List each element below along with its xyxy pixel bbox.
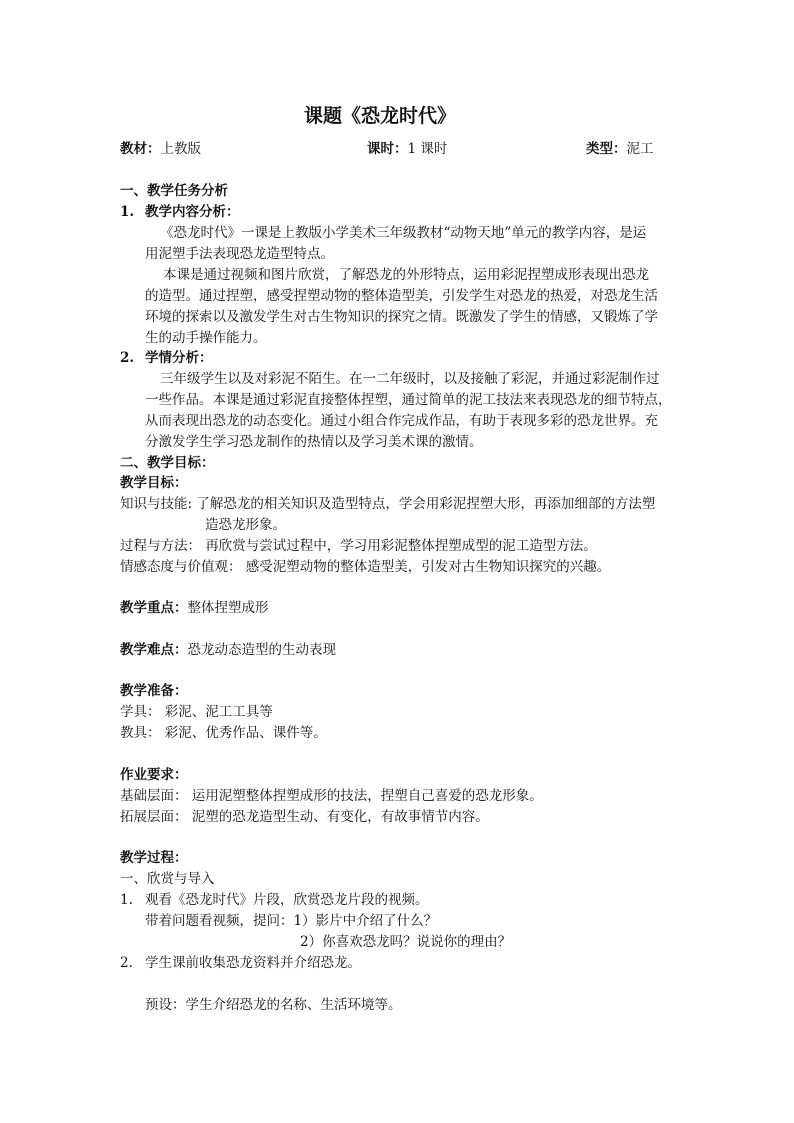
prep-teacher: 教具： 彩泥、优秀作品、课件等。 (120, 725, 327, 741)
step2-text: 学生课前收集恐龙资料并介绍恐龙。 (145, 955, 361, 971)
objectives-subheading: 教学目标： (120, 475, 188, 491)
meta-type-label: 类型： (586, 141, 627, 157)
meta-type (586, 139, 654, 159)
sub2-para-line3: 从而表现出恐龙的动态变化。通过小组合作完成作品，有助于表现多彩的恐龙世界。充 (145, 413, 658, 429)
key-point-label: 教学重点： (120, 600, 188, 616)
meta-hours (367, 139, 447, 159)
prep-heading: 教学准备： (120, 683, 188, 699)
meta-material-value: 上教版 (160, 141, 201, 157)
sub1-title: 教学内容分析： (145, 204, 240, 220)
objective-process: 过程与方法： 再欣赏与尝试过程中，学习用彩泥整体捏塑成型的泥工造型方法。 (120, 538, 597, 554)
objective-knowledge-line1: 知识与技能: 了解恐龙的相关知识及造型特点，学会用彩泥捏塑大形，再添加细部的方法塑 (120, 496, 656, 512)
prep-student: 学具： 彩泥、泥工工具等 (120, 704, 273, 720)
key-point (120, 598, 269, 618)
objective-emotion: 情感态度与价值观： 感受泥塑动物的整体造型美，引发对古生物知识探究的兴趣。 (120, 559, 611, 575)
sub2-para-line2: 一些作品。本课是通过彩泥直接整体捏塑，通过简单的泥工技法来表现恐龙的细节特点， (145, 392, 672, 408)
step1-text: 观看《恐龙时代》片段，欣赏恐龙片段的视频。 (145, 892, 429, 908)
step2-number: 2. (120, 955, 133, 971)
difficulty-label: 教学难点： (120, 642, 188, 658)
lesson-title: 课题《恐龙时代》 (304, 105, 457, 127)
sub2-para-line1: 三年级学生以及对彩泥不陌生。在一二年级时，以及接触了彩泥，并通过彩泥制作过 (160, 371, 660, 387)
sub2-title: 学情分析： (145, 350, 213, 366)
meta-material (120, 139, 201, 159)
step1-number: 1. (120, 892, 133, 908)
difficulty (120, 640, 336, 660)
sub1-number: 1. (120, 204, 135, 220)
section-1-heading: 一、教学任务分析 (120, 183, 228, 199)
preset-text: 预设：学生介绍恐龙的名称、生活环境等。 (145, 997, 402, 1013)
homework-extended: 拓展层面： 泥塑的恐龙造型生动、有变化，有故事情节内容。 (120, 809, 489, 825)
sub1-para2-line1: 本课是通过视频和图片欣赏，了解恐龙的外形特点，运用彩泥捏塑成形表现出恐龙 (163, 267, 649, 283)
key-point-value: 整体捏塑成形 (187, 600, 269, 616)
sub1-para2-line3: 环境的探索以及激发学生对古生物知识的探究之情。既激发了学生的情感，又锻炼了学 (145, 309, 658, 325)
procedure-heading: 教学过程： (120, 850, 188, 866)
step1-question2: 2）你喜欢恐龙吗？说说你的理由？ (300, 934, 512, 950)
meta-hours-label: 课时： (367, 141, 408, 157)
meta-hours-value: 1 课时 (407, 141, 448, 157)
homework-heading: 作业要求： (120, 767, 188, 783)
sub1-para1-line2: 用泥塑手法表现恐龙造型特点。 (145, 246, 334, 262)
homework-basic: 基础层面： 运用泥塑整体捏塑成形的技法，捏塑自己喜爱的恐龙形象。 (120, 788, 543, 804)
sub1-para1-line1: 《恐龙时代》一课是上教版小学美术三年级教材“动物天地”单元的教学内容，是运 (160, 225, 647, 241)
sub1-para2-line2: 的造型。通过捏塑，感受捏塑动物的整体造型美，引发学生对恐龙的热爱，对恐龙生活 (145, 288, 658, 304)
sub2-number: 2. (120, 350, 135, 366)
meta-material-label: 教材： (120, 141, 161, 157)
sub1-para2-line4: 生的动手操作能力。 (145, 330, 267, 346)
procedure-part1: 一、欣赏与导入 (120, 871, 215, 887)
sub2-para-line4: 分激发学生学习恐龙制作的热情以及学习美术课的激情。 (145, 434, 483, 450)
objective-knowledge-line2: 造恐龙形象。 (205, 517, 286, 533)
difficulty-value: 恐龙动态造型的生动表现 (187, 642, 336, 658)
step1-question1: 带着问题看视频，提问：1）影片中介绍了什么？ (145, 913, 438, 929)
section-2-heading: 二、教学目标： (120, 455, 215, 471)
meta-type-value: 泥工 (626, 141, 654, 157)
